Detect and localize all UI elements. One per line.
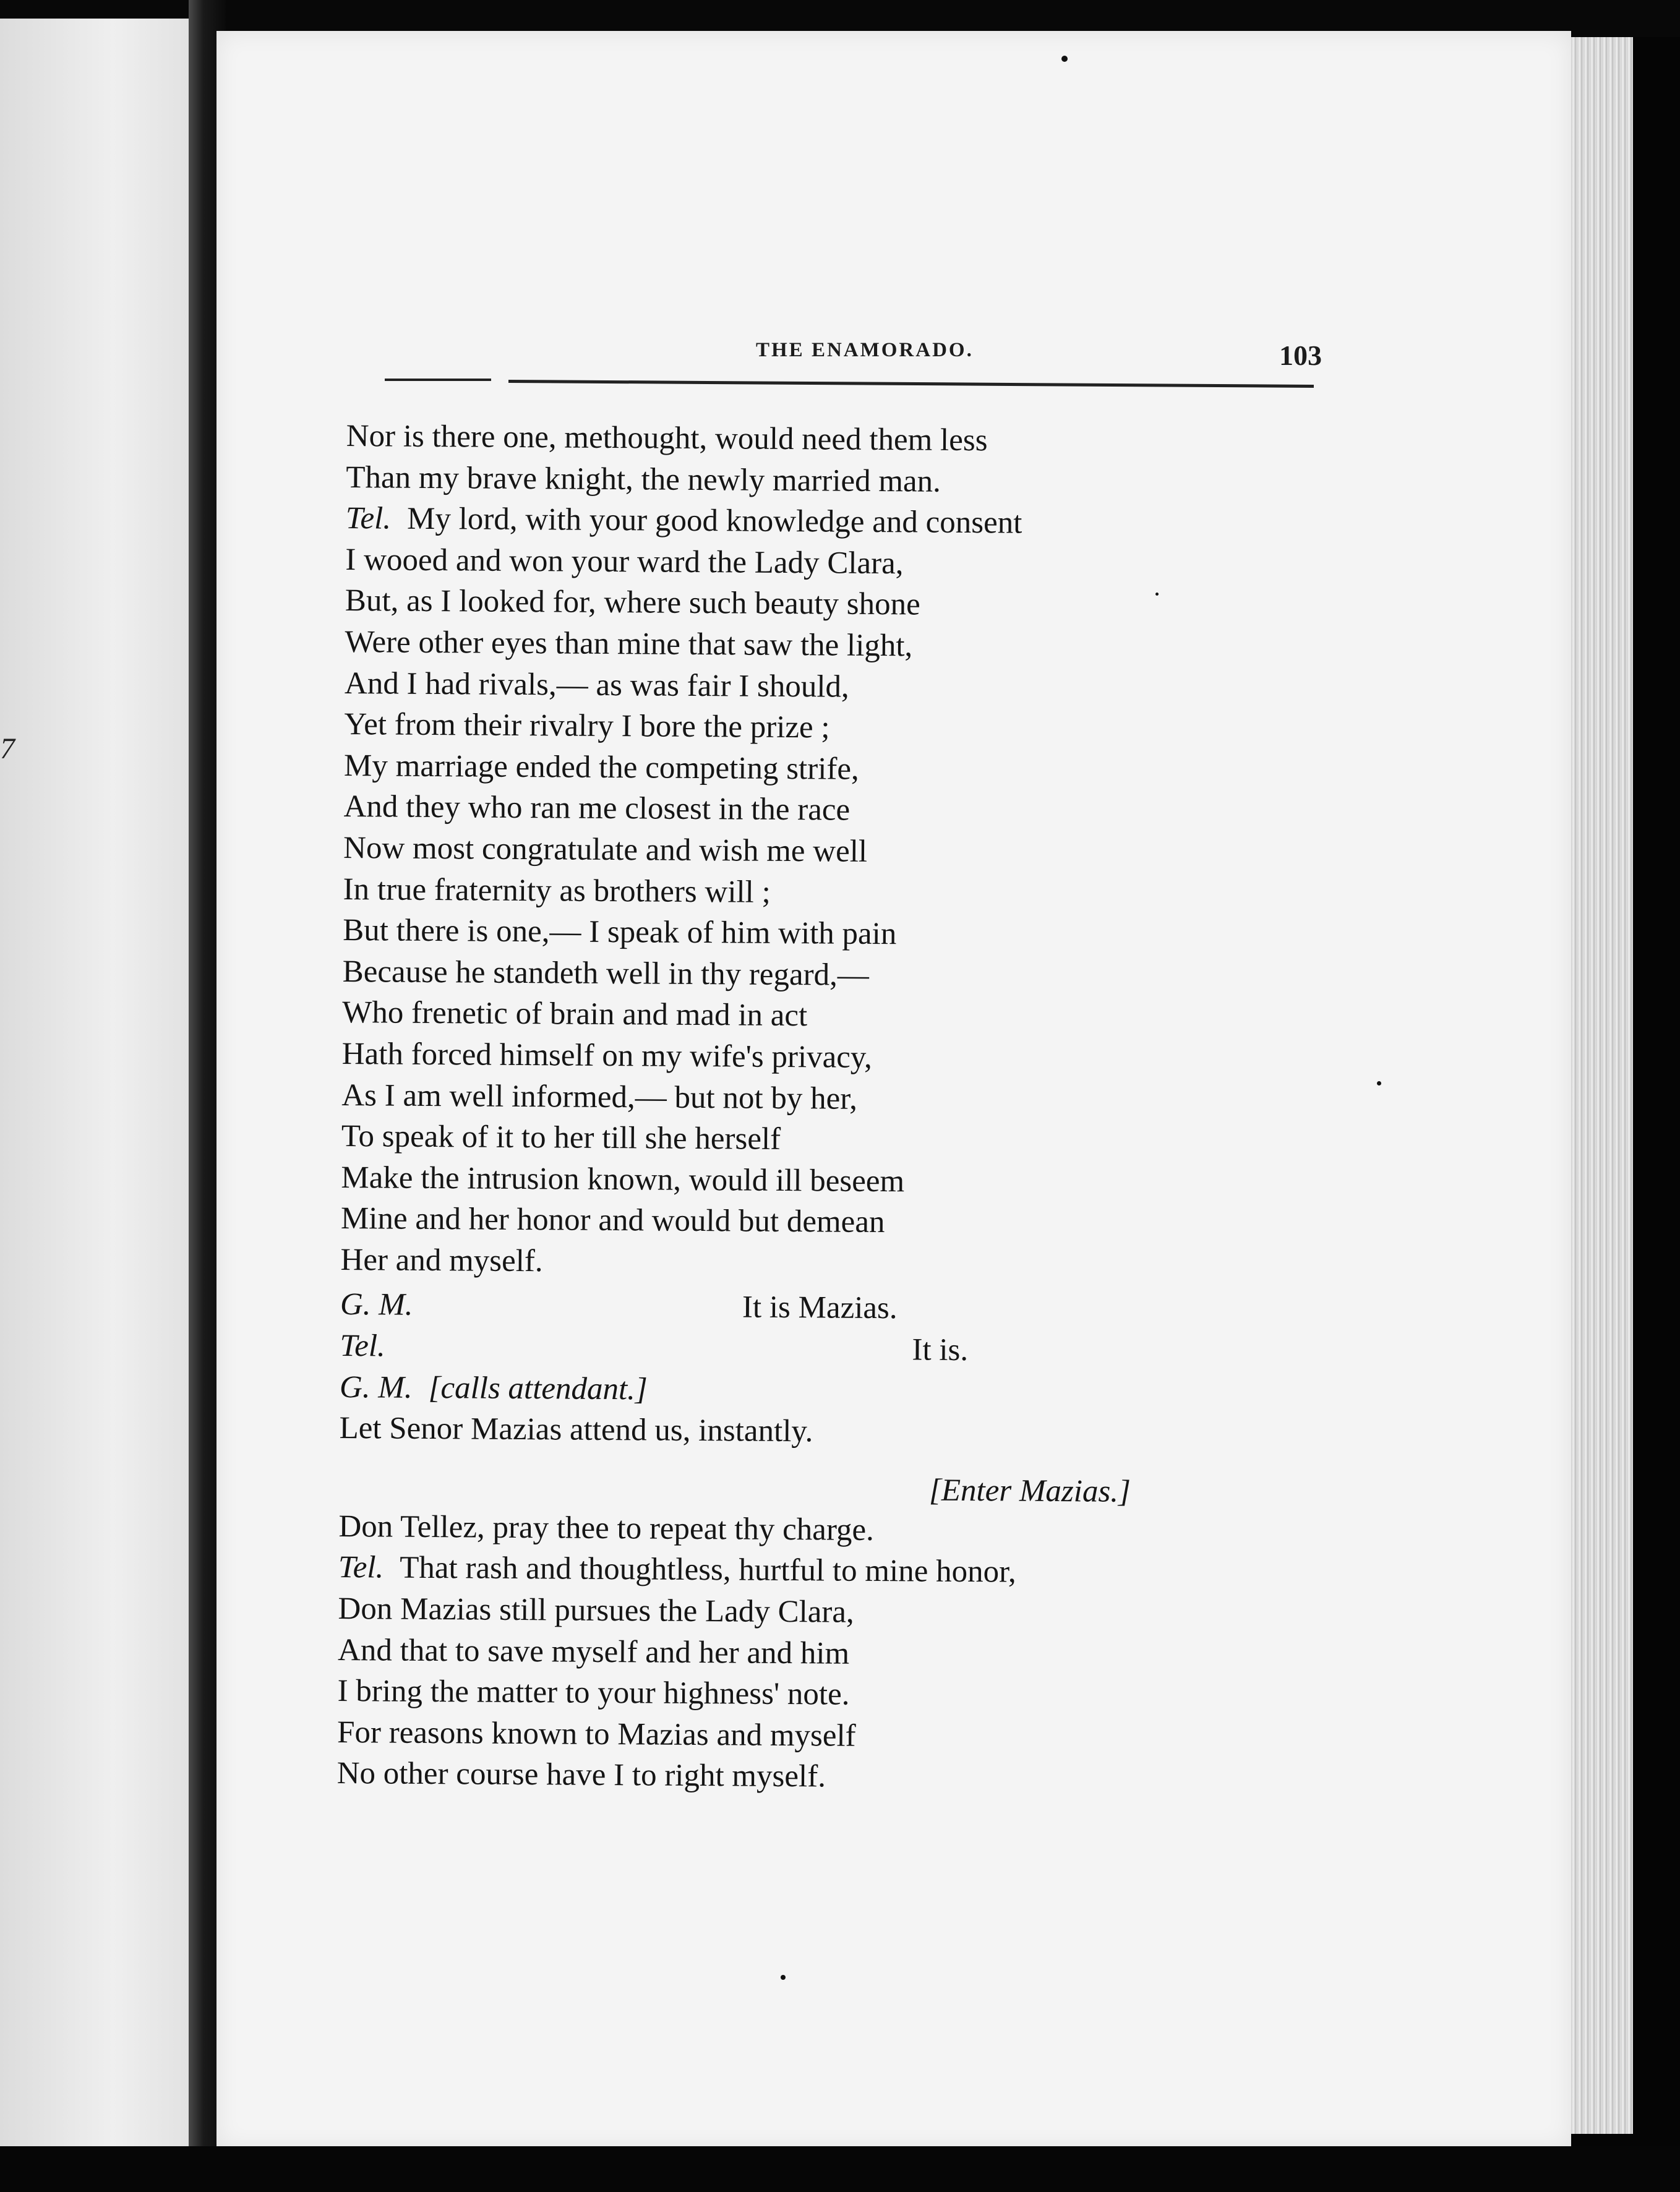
verse-text: It is Mazias. (742, 1290, 898, 1326)
verse-line: To speak of it to her till she herself (341, 1119, 781, 1157)
speaker-tag: G. M. (340, 1287, 413, 1323)
verse-line: And they who ran me closest in the race (343, 789, 851, 828)
scan-speck (781, 1975, 786, 1980)
verse-line: Mine and her honor and would but demean (340, 1201, 885, 1240)
stage-direction: [calls attendant.] (428, 1370, 648, 1407)
verse-line: And that to save myself and her and him (337, 1632, 850, 1671)
verse-line: I wooed and won your ward the Lady Clara, (345, 542, 904, 581)
verse-line: Let Senor Mazias attend us, instantly. (339, 1411, 813, 1449)
verse-line: Don Mazias still pursues the Lady Clara, (338, 1591, 854, 1630)
verse-line-split (340, 1325, 1305, 1373)
scan-speck (1377, 1081, 1381, 1085)
verse-line: I bring the matter to your highness' note. (337, 1674, 850, 1712)
verse-text: That rash and thoughtless, hurtful to mine honor, (400, 1551, 1016, 1590)
verse-line: As I am well informed,— but not by her, (341, 1077, 858, 1116)
verse-line: And I had rivals,— as was fair I should, (344, 666, 849, 704)
verse-line: But, as I looked for, where such beauty shone (345, 583, 920, 622)
verse-line: Nor is there one, methought, would need them less (346, 418, 988, 458)
verse-line: Her and myself. (340, 1242, 543, 1279)
verse-line: Because he standeth well in thy regard,— (342, 954, 870, 993)
verse-line: Make the intrusion known, would ill beseem (341, 1160, 905, 1199)
speaker-tag: Tel. (345, 501, 392, 536)
verse-text: My lord, with your good knowledge and consent (406, 501, 1022, 541)
verse-line: Who frenetic of brain and mad in act (342, 995, 808, 1034)
verse-text: It is. (912, 1332, 969, 1368)
stage-direction: [Enter Mazias.] (928, 1473, 1131, 1509)
speaker-tag: Tel. (338, 1550, 384, 1585)
header-rule-short (385, 379, 491, 381)
verse-line: Yet from their rivalry I bore the prize ; (344, 707, 830, 745)
scan-bottom-border (0, 2146, 1680, 2192)
scan-speck (1155, 593, 1159, 596)
verse-line-split (340, 1284, 1305, 1332)
page-stack-edges (1571, 37, 1633, 2134)
page-number: 103 (1279, 340, 1322, 371)
verse-line: Don Tellez, pray thee to repeat thy charge. (338, 1509, 875, 1548)
verse-line: Were other eyes than mine that saw the light, (345, 624, 913, 664)
stage-direction-line (339, 1449, 1305, 1513)
verse-line: But there is one,— I speak of him with pain (342, 913, 897, 952)
verse-line: Hath forced himself on my wife's privacy, (341, 1036, 873, 1075)
facing-page-margin-mark: 7 (0, 732, 15, 765)
verse-passage (336, 416, 1311, 1801)
speaker-tag: Tel. (340, 1329, 385, 1364)
verse-line: Than my brave knight, the newly married man. (346, 460, 941, 499)
verse-line-with-speaker (340, 1367, 1305, 1415)
verse-line: No other course have I to right myself. (336, 1756, 826, 1794)
running-title: THE ENAMORADO. (756, 339, 974, 361)
facing-page-left (0, 19, 189, 2171)
verse-line-with-speaker (338, 1547, 1303, 1595)
verse-line-with-speaker (346, 498, 1311, 546)
verse-line: In true fraternity as brothers will ; (343, 871, 771, 910)
verse-line: Now most congratulate and wish me well (343, 830, 868, 869)
speaker-tag: G. M. (339, 1369, 413, 1405)
verse-line: My marriage ended the competing strife, (343, 748, 859, 787)
verse-line: For reasons known to Mazias and myself (336, 1715, 856, 1753)
scan-speck (1061, 56, 1068, 62)
